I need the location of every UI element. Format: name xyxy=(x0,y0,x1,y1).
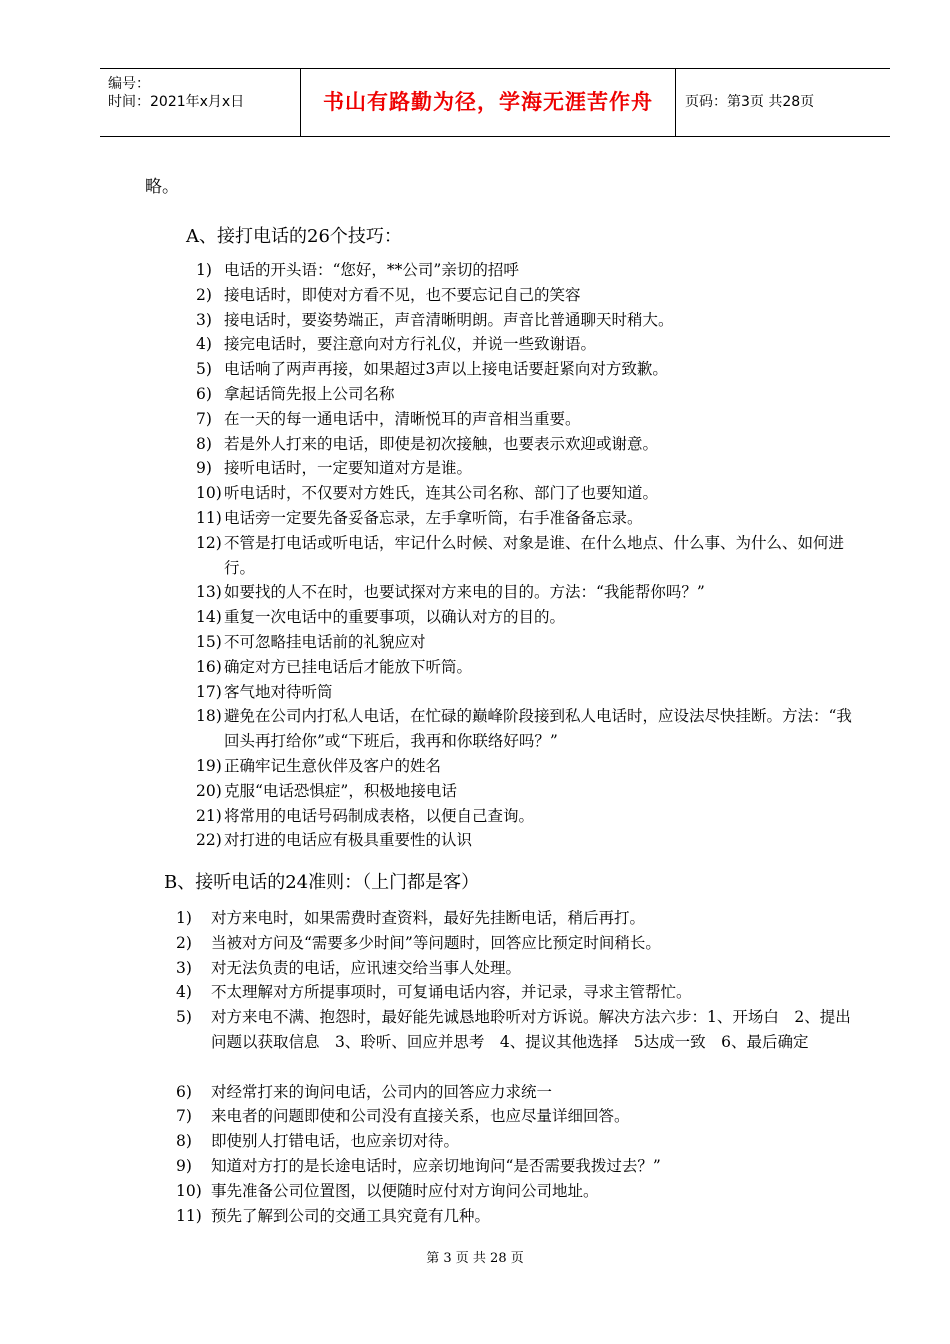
item-number: 7) xyxy=(196,409,212,428)
item-text: 即使别人打错电话，也应亲切对待。 xyxy=(211,1132,460,1151)
page-footer: 第 3 页 共 28 页 xyxy=(426,1251,524,1266)
item-number: 11) xyxy=(196,508,222,527)
item-number: 13) xyxy=(196,583,222,602)
item-text: 克服“电话恐惧症”，积极地接电话 xyxy=(224,781,457,800)
list-item xyxy=(176,1104,866,1129)
item-text: 拿起话筒先报上公司名称 xyxy=(224,384,395,403)
item-text: 对打进的电话应有极具重要性的认识 xyxy=(224,831,473,850)
item-text: 不可忽略挂电话前的礼貌应对 xyxy=(224,632,426,651)
item-text: 预先了解到公司的交通工具究竟有几种。 xyxy=(211,1206,491,1225)
item-number: 17) xyxy=(196,682,222,701)
item-number: 9) xyxy=(176,1156,192,1175)
list-item xyxy=(176,1154,866,1179)
list-item xyxy=(196,481,866,506)
list-item xyxy=(196,605,866,630)
item-text: 对经常打来的询问电话，公司内的回答应力求统一 xyxy=(211,1082,553,1101)
list-item xyxy=(196,655,866,680)
item-text: 确定对方已挂电话后才能放下听筒。 xyxy=(224,657,473,676)
list-item xyxy=(196,332,866,357)
item-text: 接听电话时，一定要知道对方是谁。 xyxy=(224,459,473,478)
item-text: 不太理解对方所提事项时，可复诵电话内容，并记录，寻求主管帮忙。 xyxy=(211,983,692,1002)
item-number: 10) xyxy=(196,484,222,503)
item-number: 11) xyxy=(176,1206,202,1225)
item-number: 5) xyxy=(176,1008,192,1027)
item-text: 接电话时，要姿势端正，声音清晰明朗。声音比普通聊天时稍大。 xyxy=(224,310,674,329)
item-number: 10) xyxy=(176,1181,202,1200)
item-text: 对无法负责的电话，应讯速交给当事人处理。 xyxy=(211,958,522,977)
list-item xyxy=(196,283,866,308)
list-item xyxy=(196,456,866,481)
list-item xyxy=(176,906,866,931)
list-item xyxy=(176,1179,866,1204)
list-item xyxy=(196,258,866,283)
header-page-label: 页码：第3页 共28页 xyxy=(685,94,815,110)
item-number: 7) xyxy=(176,1107,192,1126)
list-item xyxy=(196,506,866,531)
list-item xyxy=(196,804,866,829)
item-text: 不管是打电话或听电话，牢记什么时候、对象是谁、在什么地点、什么事、为什么、如何进行。 xyxy=(224,533,845,577)
item-number: 16) xyxy=(196,657,222,676)
item-text: 重复一次电话中的重要事项，以确认对方的目的。 xyxy=(224,608,566,627)
item-number: 20) xyxy=(196,781,222,800)
list-item xyxy=(196,704,866,754)
item-number: 1) xyxy=(196,261,212,279)
item-text: 事先准备公司位置图，以便随时应付对方询问公司地址。 xyxy=(211,1181,599,1200)
item-text: 当被对方问及“需要多少时间”等问题时，回答应比预定时间稍长。 xyxy=(211,933,661,952)
item-text: 若是外人打来的电话，即使是初次接触，也要表示欢迎或谢意。 xyxy=(224,434,659,453)
item-number: 6) xyxy=(176,1082,192,1101)
item-text: 客气地对待听筒 xyxy=(224,682,333,701)
list-item xyxy=(196,357,866,382)
item-number: 4) xyxy=(176,983,192,1002)
document-time-label: 时间：2021年x月x日 xyxy=(108,94,245,110)
section-a-list xyxy=(196,258,866,853)
section-a-title: A、接打电话的26个技巧： xyxy=(186,226,402,247)
item-text: 接完电话时，要注意向对方行礼仪，并说一些致谢语。 xyxy=(224,335,597,354)
item-number: 22) xyxy=(196,831,222,850)
item-number: 3) xyxy=(176,958,192,977)
document-header xyxy=(100,68,890,137)
item-number: 15) xyxy=(196,632,222,651)
list-item xyxy=(176,1204,866,1229)
list-item xyxy=(196,531,866,581)
item-number: 6) xyxy=(196,384,212,403)
header-meta xyxy=(100,69,301,136)
item-text: 正确牢记生意伙伴及客户的姓名 xyxy=(224,756,442,775)
item-number: 9) xyxy=(196,459,212,478)
item-number: 2) xyxy=(176,933,192,952)
list-item xyxy=(196,308,866,333)
item-text: 接电话时，即使对方看不见，也不要忘记自己的笑容 xyxy=(224,285,581,304)
list-item xyxy=(196,754,866,779)
item-text: 将常用的电话号码制成表格，以便自己查询。 xyxy=(224,806,535,825)
list-item xyxy=(196,828,866,853)
list-item xyxy=(196,680,866,705)
list-item xyxy=(176,956,866,981)
item-text: 在一天的每一通电话中，清晰悦耳的声音相当重要。 xyxy=(224,409,581,428)
list-item xyxy=(176,1129,866,1154)
item-text: 电话响了两声再接，如果超过3声以上接电话要赶紧向对方致歉。 xyxy=(224,360,668,379)
document-number-label: 编号： xyxy=(108,76,150,92)
item-text: 电话的开头语：“您好，**公司”亲切的招呼 xyxy=(224,261,519,279)
item-number: 2) xyxy=(196,285,212,304)
item-number: 1) xyxy=(176,909,192,927)
item-text: 电话旁一定要先备妥备忘录，左手拿听筒，右手准备备忘录。 xyxy=(224,508,643,527)
intro-text: 略。 xyxy=(145,177,179,197)
item-number: 18) xyxy=(196,707,222,726)
section-b-title: B、接听电话的24准则：（上门都是客） xyxy=(164,872,480,893)
list-item xyxy=(196,432,866,457)
item-text: 如要找的人不在时，也要试探对方来电的目的。方法：“我能帮你吗？” xyxy=(224,583,705,602)
list-item xyxy=(176,1005,866,1079)
item-number: 14) xyxy=(196,608,222,627)
list-item xyxy=(196,382,866,407)
list-item xyxy=(176,980,866,1005)
item-number: 3) xyxy=(196,310,212,329)
item-text: 对方来电不满、抱怨时，最好能先诚恳地聆听对方诉说。解决方法六步：1、开场白 2、提出问题以获取信息 3、聆听、回应并思考 4、提议其他选择 5达成一致 6、最后确定 xyxy=(211,1008,851,1051)
list-item xyxy=(176,1080,866,1105)
header-motto: 书山有路勤为径，学海无涯苦作舟 xyxy=(301,69,676,136)
item-number: 19) xyxy=(196,756,222,775)
list-item xyxy=(196,407,866,432)
item-number: 8) xyxy=(176,1132,192,1151)
list-item xyxy=(196,779,866,804)
item-number: 8) xyxy=(196,434,212,453)
item-number: 5) xyxy=(196,360,212,379)
item-number: 21) xyxy=(196,806,222,825)
item-number: 4) xyxy=(196,335,212,354)
item-text: 知道对方打的是长途电话时，应亲切地询问“是否需要我拨过去？” xyxy=(211,1156,661,1175)
item-text: 听电话时，不仅要对方姓氏，连其公司名称、部门了也要知道。 xyxy=(224,484,659,503)
item-text: 来电者的问题即使和公司没有直接关系，也应尽量详细回答。 xyxy=(211,1107,630,1126)
item-text: 避免在公司内打私人电话，在忙碌的巅峰阶段接到私人电话时，应设法尽快挂断。方法：“我回头再打给你”或“下班后，我再和你联络好吗？” xyxy=(224,707,852,751)
list-item xyxy=(196,580,866,605)
section-b-list xyxy=(176,906,866,1228)
item-number: 12) xyxy=(196,533,222,552)
list-item xyxy=(196,630,866,655)
item-text: 对方来电时，如果需费时查资料，最好先挂断电话，稍后再打。 xyxy=(211,909,646,927)
list-item xyxy=(176,931,866,956)
